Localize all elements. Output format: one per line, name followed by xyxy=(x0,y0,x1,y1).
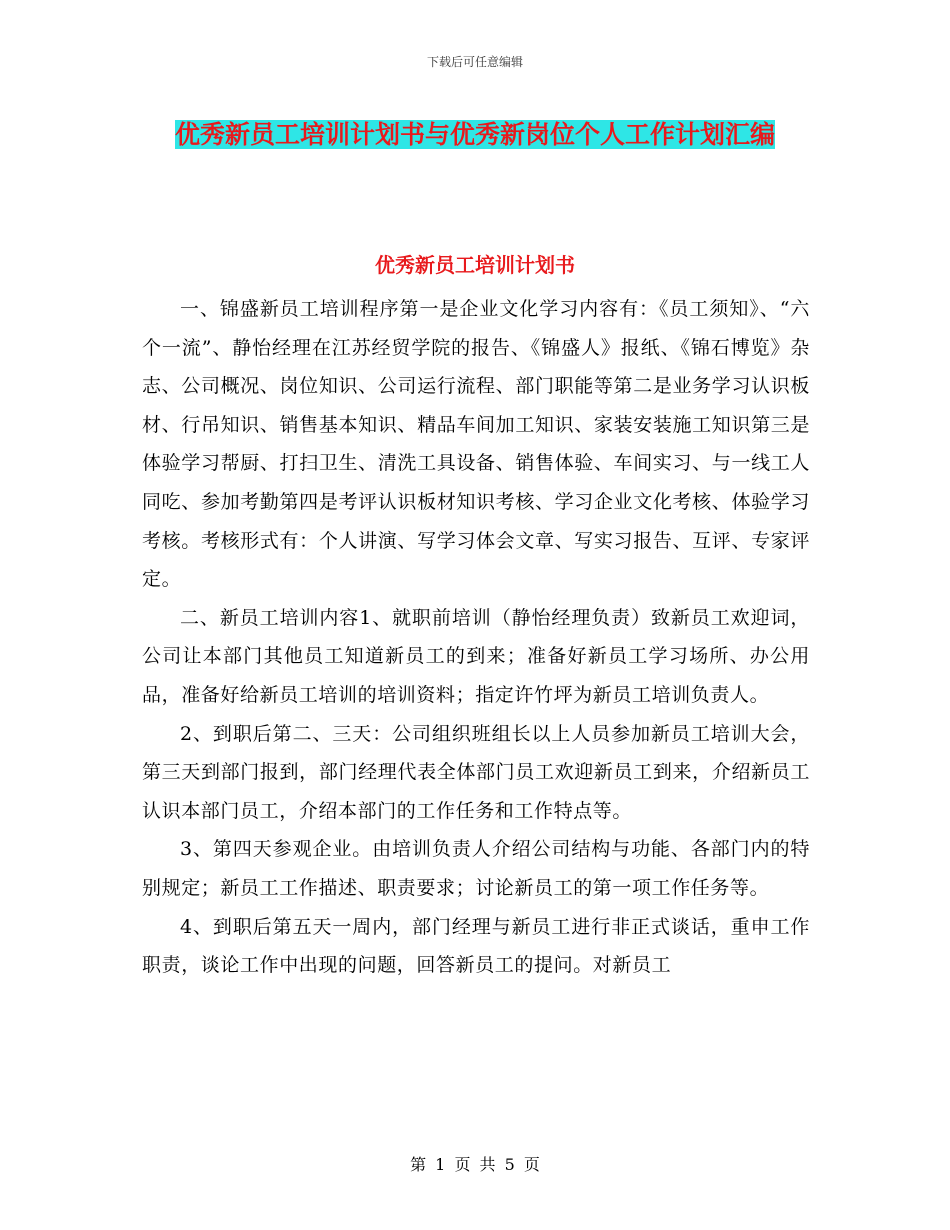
document-title-text: 优秀新员工培训计划书与优秀新岗位个人工作计划汇编 xyxy=(174,120,775,149)
paragraph-3: 2、到职后第二、三天：公司组织班组长以上人员参加新员工培训大会，第三天到部门报到，部门经理代表全体部门员工欢迎新员工到来，介绍新员工认识本部门员工，介绍本部门的工作任务和工作特点等。 xyxy=(142,722,810,822)
page-number-footer: 第 1 页 共 5 页 xyxy=(410,1155,540,1174)
paragraph-1: 一、锦盛新员工培训程序第一是企业文化学习内容有：《员工须知》、“六个一流”、静怡经理在江苏经贸学院的报告、《锦盛人》报纸、《锦石博览》杂志、公司概况、岗位知识、公司运行流程、部门职能等第二是业务学习认识板材、行吊知识、销售基本知识、精品车间加工知识、家装安装施工知识第三是体验学习帮厨、打扫卫生、清洗工具设备、销售体验、车间实习、与一线工人同吃、参加考勤第四是考评认识板材知识考核、学习企业文化考核、体验学习考核。考核形式有：个人讲演、写学习体会文章、写实习报告、互评、专家评定。 xyxy=(142,298,810,591)
paragraph-5: 4、到职后第五天一周内，部门经理与新员工进行非正式谈话，重申工作职责，谈论工作中出现的问题，回答新员工的提问。对新员工 xyxy=(142,915,810,977)
paragraph-4: 3、第四天参观企业。由培训负责人介绍公司结构与功能、各部门内的特别规定；新员工工作描述、职责要求；讨论新员工的第一项工作任务等。 xyxy=(142,838,810,899)
section-title: 优秀新员工培训计划书 xyxy=(375,253,575,277)
paragraph-2: 二、新员工培训内容1、就职前培训（静怡经理负责）致新员工欢迎词，公司让本部门其他员工知道新员工的到来；准备好新员工学习场所、办公用品，准备好给新员工培训的培训资料；指定许竹坪为新员工培训负责人。 xyxy=(142,606,810,706)
body-text xyxy=(142,290,810,985)
document-title xyxy=(150,113,800,157)
header-note: 下载后可任意编辑 xyxy=(426,55,523,69)
